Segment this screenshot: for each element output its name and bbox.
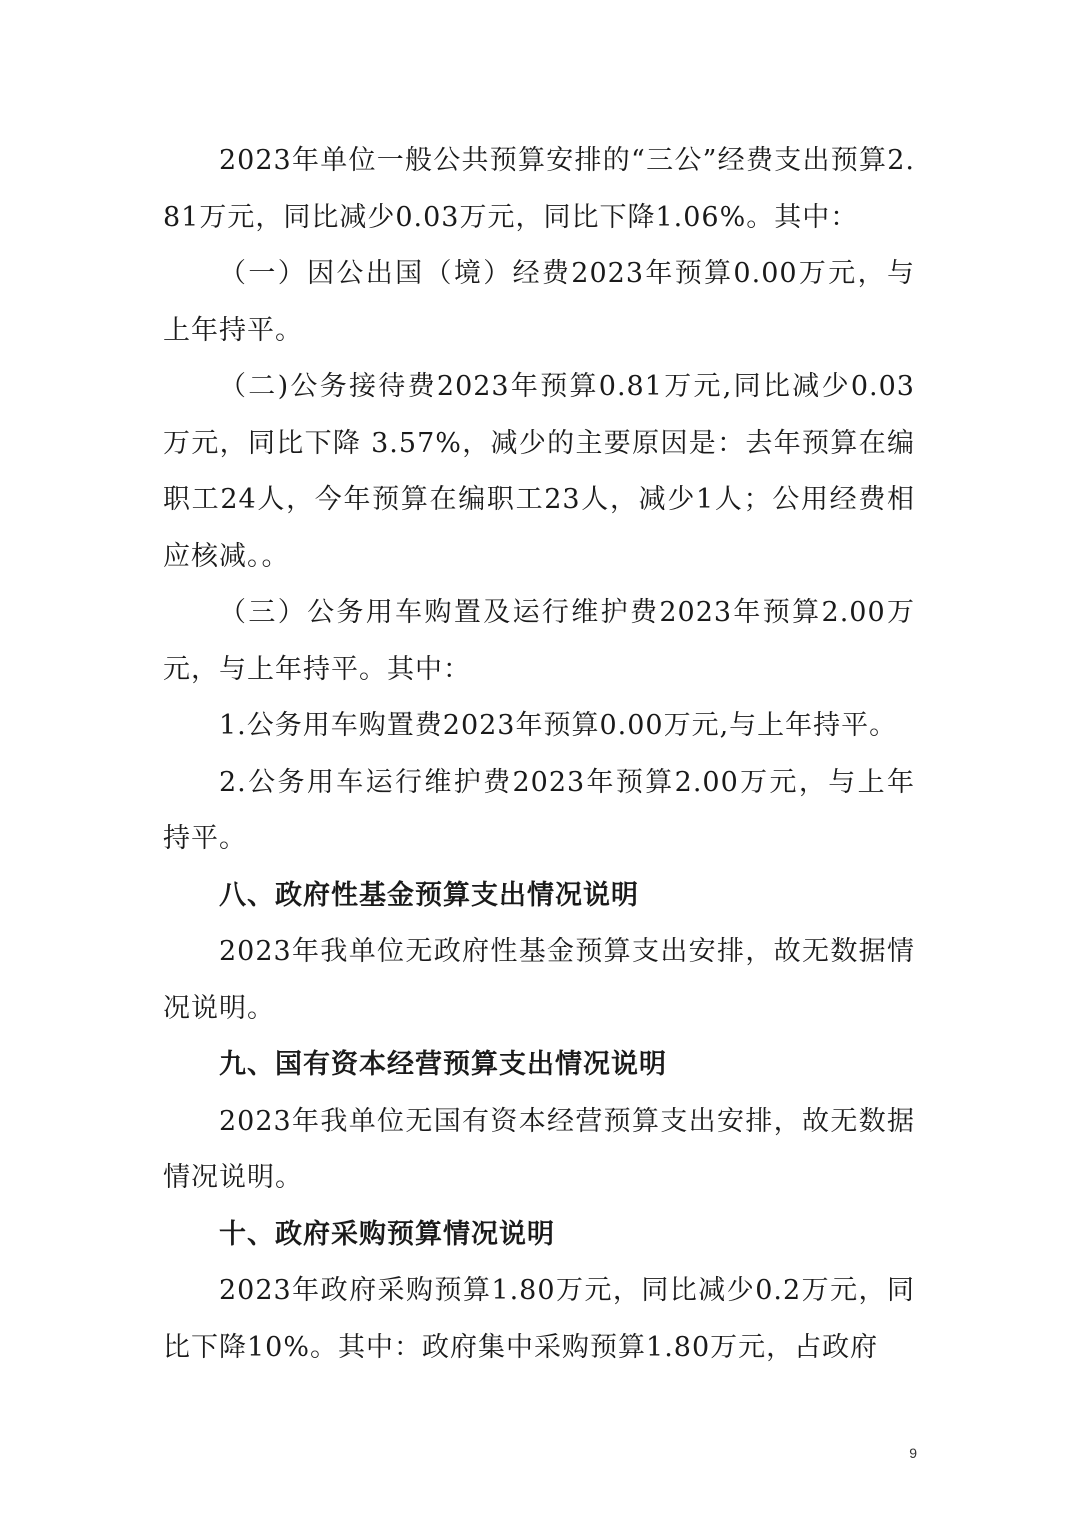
document-body bbox=[163, 133, 915, 1376]
paragraph-government-fund: 2023年我单位无政府性基金预算支出安排，故无数据情况说明。 bbox=[163, 936, 915, 1024]
paragraph-vehicle-fee: （三）公务用车购置及运行维护费2023年预算2.00万元，与上年持平。其中： bbox=[163, 597, 915, 685]
heading-section-9: 九、国有资本经营预算支出情况说明 bbox=[219, 1049, 667, 1080]
paragraph-procurement: 2023年政府采购预算1.80万元，同比减少0.2万元，同比下降10%。其中：政府集中采购预算1.80万元，占政府 bbox=[163, 1275, 915, 1363]
paragraph-vehicle-purchase: 1.公务用车购置费2023年预算0.00万元,与上年持平。 bbox=[219, 710, 898, 741]
paragraph-overseas-travel: （一）因公出国（境）经费2023年预算0.00万元，与上年持平。 bbox=[163, 258, 915, 346]
heading-section-10: 十、政府采购预算情况说明 bbox=[219, 1218, 555, 1250]
paragraph-sangong-total: 2023年单位一般公共预算安排的“三公”经费支出预算2.81万元，同比减少0.03万元，同比下降1.06%。其中： bbox=[163, 145, 915, 233]
paragraph-state-capital: 2023年我单位无国有资本经营预算支出安排，故无数据情况说明。 bbox=[163, 1105, 915, 1193]
page-number: 9 bbox=[909, 1445, 917, 1461]
paragraph-vehicle-maintenance: 2.公务用车运行维护费2023年预算2.00万元，与上年持平。 bbox=[163, 766, 915, 854]
heading-section-8: 八、政府性基金预算支出情况说明 bbox=[219, 879, 639, 911]
paragraph-reception-fee: （二)公务接待费2023年预算0.81万元,同比减少0.03万元，同比下降 3.57%，减少的主要原因是：去年预算在编职工24人，今年预算在编职工23人，减少1人；公用经费相应核减。。 bbox=[163, 371, 915, 572]
